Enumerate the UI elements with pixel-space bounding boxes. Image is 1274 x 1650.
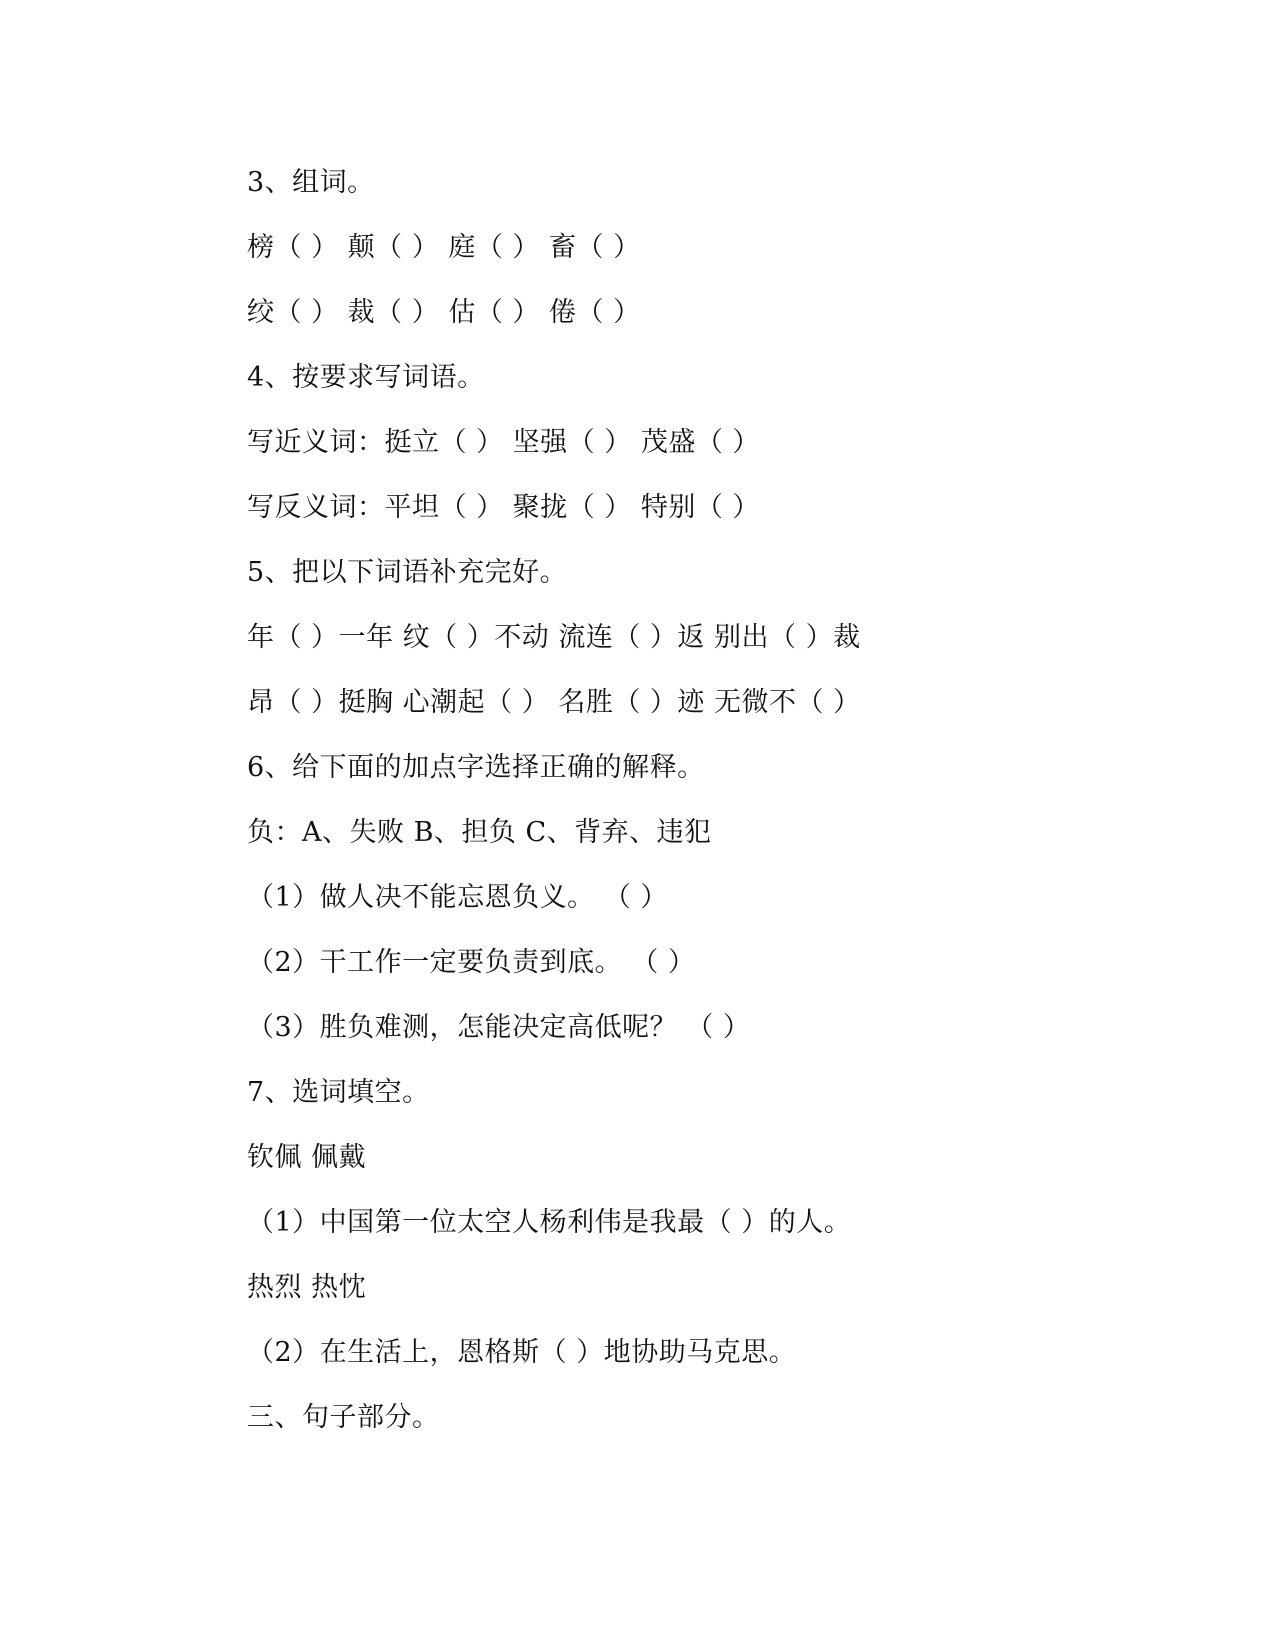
fill-question-1: （1）中国第一位太空人杨利伟是我最（ ）的人。	[247, 1207, 852, 1238]
heading-word-formation: 3、组词。	[247, 167, 375, 198]
meaning-question-2: （2）干工作一定要负责到底。 （ ）	[247, 947, 696, 978]
document-body	[247, 163, 1067, 1463]
heading-choose-meaning: 6、给下面的加点字选择正确的解释。	[247, 752, 705, 783]
fill-question-2: （2）在生活上，恩格斯（ ）地协助马克思。	[247, 1337, 797, 1368]
meaning-question-1: （1）做人决不能忘恩负义。 （ ）	[247, 882, 668, 913]
antonyms-row: 写反义词：平坦（ ） 聚拢（ ） 特别（ ）	[247, 492, 760, 523]
synonyms-row: 写近义词：挺立（ ） 坚强（ ） 茂盛（ ）	[247, 427, 760, 458]
idioms-row-2: 昂（ ）挺胸 心潮起（ ） 名胜（ ）迹 无微不（ ）	[247, 687, 861, 718]
heading-write-words: 4、按要求写词语。	[247, 362, 485, 393]
word-choice-1: 钦佩 佩戴	[247, 1142, 367, 1173]
word-formation-row-2: 绞（ ） 裁（ ） 估（ ） 倦（ ）	[247, 297, 641, 328]
heading-fill-in-blank: 7、选词填空。	[247, 1077, 430, 1108]
idioms-row-1: 年（ ）一年 纹（ ）不动 流连（ ）返 别出（ ）裁	[247, 622, 861, 653]
meaning-options: 负：A、失败 B、担负 C、背弃、违犯	[247, 817, 712, 848]
heading-complete-idioms: 5、把以下词语补充完好。	[247, 557, 568, 588]
word-choice-2: 热烈 热忱	[247, 1272, 367, 1303]
heading-sentence-section: 三、句子部分。	[247, 1402, 440, 1433]
meaning-question-3: （3）胜负难测，怎能决定高低呢？ （ ）	[247, 1012, 751, 1043]
word-formation-row-1: 榜（ ） 颠（ ） 庭（ ） 畜（ ）	[247, 232, 641, 263]
